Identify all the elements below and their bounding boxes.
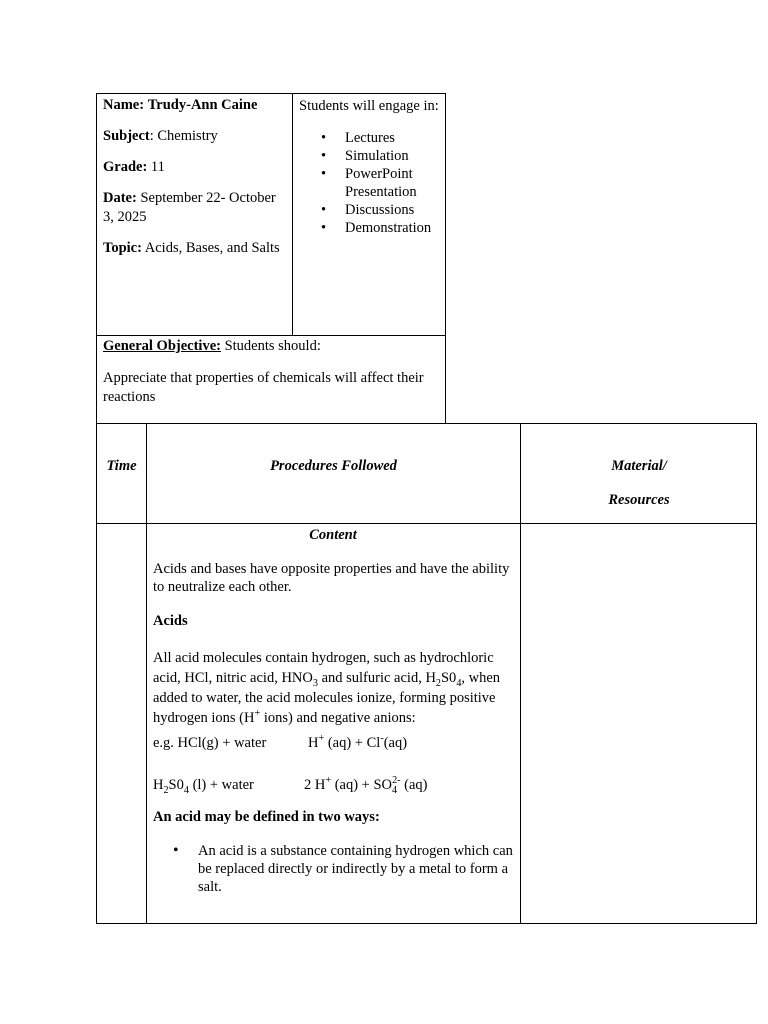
bullet-icon: • — [321, 202, 327, 218]
procedures-content — [153, 526, 513, 896]
name-label: Name: — [103, 97, 145, 113]
definition-bullet — [153, 842, 513, 896]
equation-1-left: e.g. HCl(g) + water — [153, 735, 267, 752]
procedures-table — [96, 423, 757, 924]
activity-item — [299, 219, 439, 237]
equation-2 — [153, 776, 513, 796]
bullet-icon: • — [321, 220, 327, 236]
equation-2-right: 2 H+ $(aq) + SO_4^{2-}$ (aq) — [304, 775, 428, 797]
subject-label: Subject — [103, 128, 150, 145]
procedures-header: Procedures Followed — [270, 458, 397, 474]
grade-line — [103, 158, 286, 176]
date-value: September 22- October 3, 2025 — [103, 190, 276, 225]
teacher-name: Trudy-Ann Caine — [147, 97, 258, 113]
bullet-icon: • — [173, 842, 179, 860]
objective-heading — [103, 337, 439, 355]
activity-label: Demonstration — [345, 220, 432, 236]
general-objective-cell — [96, 335, 446, 424]
activity-item — [299, 201, 439, 219]
equation-1 — [153, 734, 513, 754]
date-line — [103, 189, 286, 225]
subject-line — [103, 127, 286, 145]
activities-cell — [292, 93, 446, 336]
activity-label: Discussions — [345, 202, 415, 218]
objective-label-tail: Students should: — [220, 338, 321, 354]
table-divider — [146, 424, 147, 923]
date-label: Date: — [103, 190, 137, 207]
activity-label: Simulation — [345, 148, 409, 164]
activity-item — [299, 129, 439, 147]
subject-value: : Chemistry — [149, 128, 218, 145]
equation-1-right: H+ (aq) + Cl-(aq) — [308, 733, 408, 752]
activities-intro: Students will engage in: — [299, 98, 439, 114]
acids-paragraph: All acid molecules contain hydrogen, such as hydrochloric acid, HCl, nitric acid, $HNO_3$ and sulfuric acid, $H_2S0_4$, when added to water, the acid molecules ionize, forming positive hydrogen ions (H+ ions) and negative anions: — [153, 650, 501, 727]
definition-bullet-text: An acid is a substance containing hydrogen which can be replaced directly or indirectly by a metal to form a salt. — [198, 843, 513, 896]
equation-2-left: $H_2S0_4$ (l) + water — [153, 777, 254, 797]
topic-value: Acids, Bases, and Salts — [141, 239, 280, 256]
acid-definition-heading: An acid may be defined in two ways: — [153, 809, 380, 826]
activity-item — [299, 147, 439, 165]
activity-label: Lectures — [345, 130, 395, 146]
topic-line — [103, 239, 286, 257]
bullet-icon: • — [321, 130, 327, 146]
activity-item — [299, 165, 439, 201]
time-header: Time — [106, 458, 137, 474]
objective-text: Appreciate that properties of chemicals will affect their reactions — [103, 370, 424, 406]
grade-label: Grade: — [103, 159, 148, 176]
activities-list — [299, 129, 439, 237]
bullet-icon: • — [321, 166, 327, 182]
table-divider — [97, 523, 756, 524]
activity-label: PowerPoint Presentation — [345, 166, 417, 200]
content-title: Content — [309, 527, 357, 543]
name-line — [103, 96, 286, 114]
material-header-line1: Material/ — [611, 458, 667, 474]
content-intro: Acids and bases have opposite properties and have the ability to neutralize each other. — [153, 561, 510, 596]
topic-label: Topic: — [103, 239, 142, 256]
bullet-icon: • — [321, 148, 327, 164]
acids-heading: Acids — [153, 613, 188, 630]
material-header-line2: Resources — [608, 492, 670, 508]
grade-value: 11 — [147, 159, 165, 176]
lesson-info-cell — [96, 93, 293, 336]
objective-label: General Objective: — [103, 338, 221, 354]
